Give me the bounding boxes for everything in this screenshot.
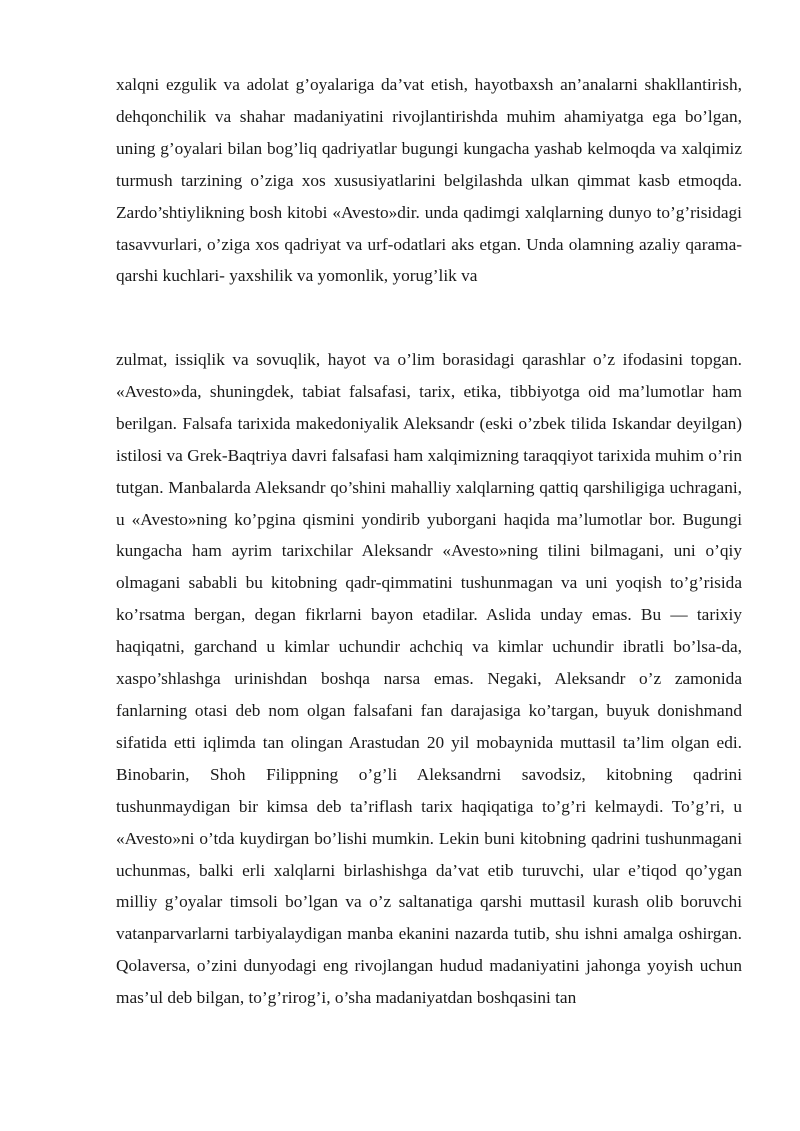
paragraph-2: zulmat, issiqlik va sovuqlik, hayot va o’lim borasidagi qarashlar o’z ifodasini topgan. «Avesto»da, shuningdek, tabiat falsafasi, tarix, etika, tibbiyotga oid ma’lumotlar ham berilgan. Falsafa tarixida makedoniyalik Aleksandr (eski o’zbek tilida Iskandar deyilgan) istilosi va Grek-Baqtriya davri falsafasi ham xalqimizning taraqqiyot tarixida muhim o’rin tutgan. Manbalarda Aleksandr qo’shini mahalliy xalqlarning qattiq qarshiligiga uchragani, u «Avesto»ning ko’pgina qismini yondirib yuborgani haqida ma’lumotlar bor. Bugungi kungacha ham ayrim tarixchilar Aleksandr «Avesto»ning tilini bilmagani, uni o’qiy olmagani sababli bu kitobning qadr-qimmatini tushunmagan va uni yoqish to’g’risida ko’rsatma bergan, degan fikrlarni bayon etadilar. Aslida unday emas. Bu — tarixiy haqiqatni, garchand u kimlar uchundir achchiq va kimlar uchundir ibratli bo’lsa-da, xaspo’shlashga urinishdan boshqa narsa emas. Negaki, Aleksandr o’z zamonida fanlarning otasi deb nom olgan falsafani fan darajasiga ko’targan, buyuk donishmand sifatida etti iqlimda tan olingan Arastudan 20 yil mobaynida muttasil ta’lim olgan edi. Binobarin, Shoh Filippning o’g’li Aleksandrni savodsiz, kitobning qadrini tushunmaydigan bir kimsa deb ta’riflash tarix haqiqatiga to’g’ri kelmaydi. To’g’ri, u «Avesto»ni o’tda kuydirgan bo’lishi mumkin. Lekin buni kitobning qadrini tushunmagani uchunmas, balki erli xalqlarni birlashishga da’vat etib turuvchi, ular e’tiqod qo’ygan milliy g’oyalar timsoli bo’lgan va o’z saltanatiga qarshi muttasil kurash olib boruvchi vatanparvarlarni tarbiyalaydigan manba ekanini nazarda tutib, shu ishni amalga oshirgan. Qolaversa, o’zini dunyodagi eng rivojlangan hudud madaniyatini jahonga yoyish uchun mas’ul deb bilgan, to’g’rirog’i, o’sha madaniyatdan boshqasini tan bbox=[116, 350, 742, 1008]
paragraph-1: xalqni ezgulik va adolat g’oyalariga da’vat etish, hayotbaxsh an’analarni shakllantirish, dehqonchilik va shahar madaniyatini rivojlantirishda muhim ahamiyatga ega bo’lgan, uning g’oyalari bilan bog’liq qadriyatlar bugungi kungacha yashab kelmoqda va xalqimiz turmush tarzining o’ziga xos xususiyatlarini belgilashda ulkan qimmat kasb etmoqda. Zardo’shtiylikning bosh kitobi «Avesto»dir. unda qadimgi xalqlarning dunyo to’g’risidagi tasavvurlari, o’ziga xos qadriyat va urf-odatlari aks etgan. Unda olamning azaliy qarama-qarshi kuchlari- yaxshilik va yomonlik, yorug’lik va bbox=[116, 75, 742, 286]
